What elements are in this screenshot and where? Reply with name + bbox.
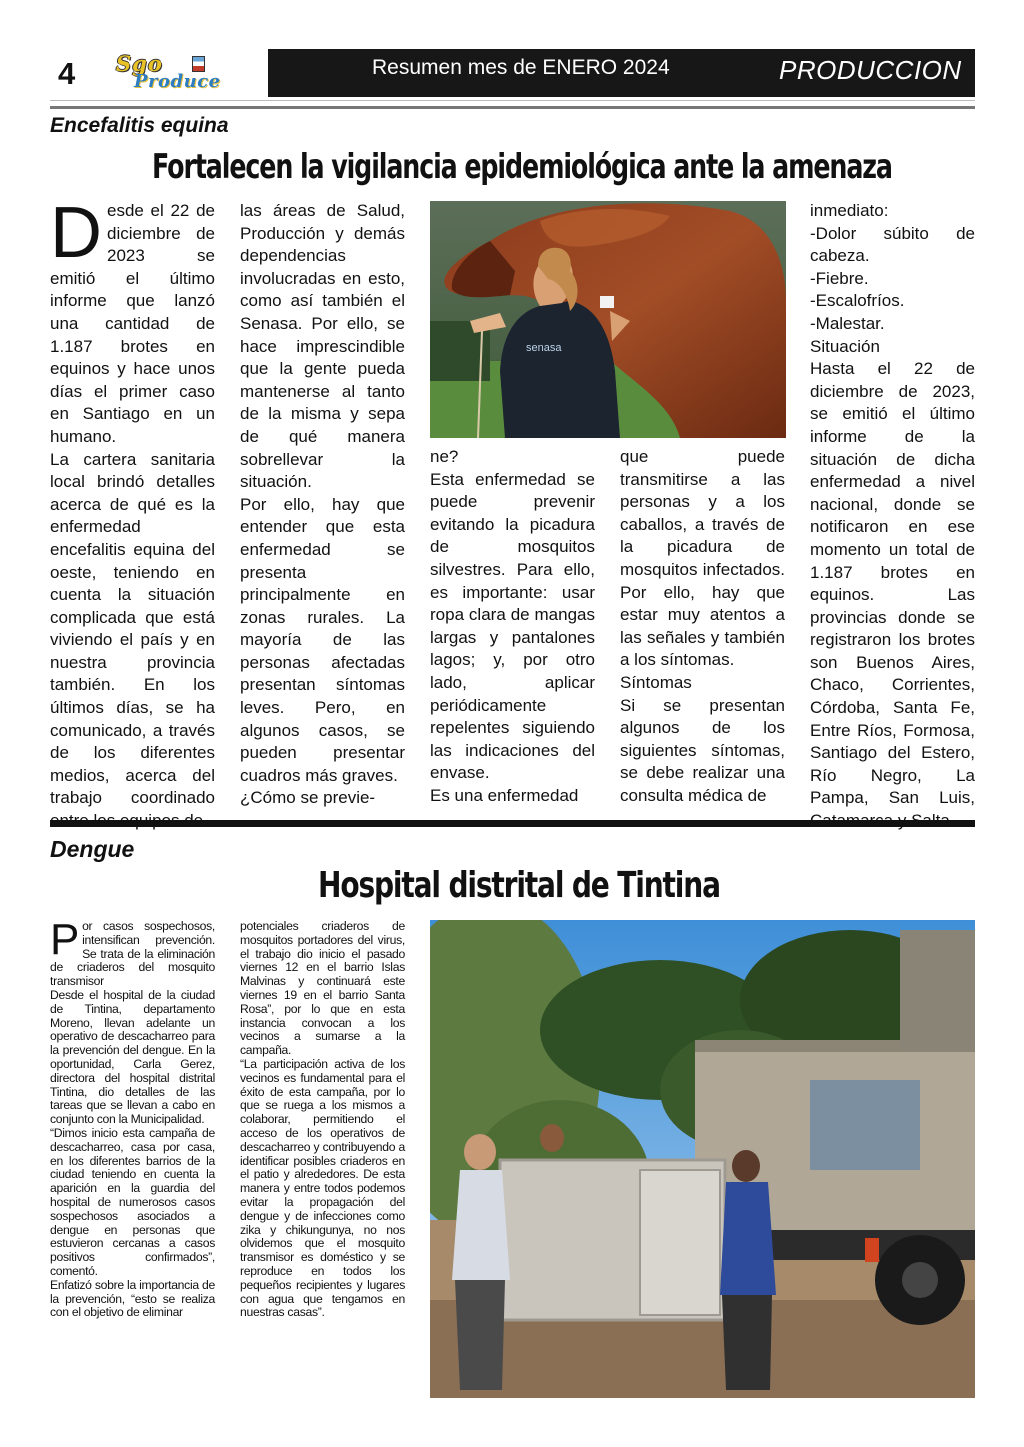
page-number: 4 [58,56,76,91]
paragraph: Esta enfermedad se puede prevenir evitando la picadura de mosquitos silvestres. Para ello, es importante: usar ropa clara de mangas largas y pantalones lagos; y, por otro lado, aplicar periódicamente repelentes siguiendo las indicaciones del envase. [430,469,595,783]
logo-top-text: Sgo [116,51,163,76]
list-item: -Malestar. [810,313,885,333]
article1-column-5 [810,200,975,833]
article1-column-1 [50,193,215,833]
paragraph: las áreas de Salud, Producción y demás dependencias involucradas en esto, como así también el Senasa. Por ello, se hace imprescindible que la gente pueda mantenerse al tanto de la misma y sepa de qué manera sobrellevar la situación. [240,201,405,492]
paragraph: que puede transmitirse a las personas y a los caballos, a través de la picadura de mosquitos infectados. Por ello, hay que estar muy atentos a las señales y también a los síntomas. [620,447,785,670]
article1-kicker: Encefalitis equina [50,114,229,137]
paragraph: Hasta el 22 de diciembre de 2023, se emitió el último informe de la situación de dicha enfermedad a nivel nacional, donde se notificaron en ese momento un total de 1.187 brotes en equinos. Las provincias donde se registraron los brotes son Buenos Aires, Chaco, Corrientes, Córdoba, Santa Fe, Entre Ríos, Formosa, Santiago del Estero, Río Negro, La Pampa, San Luis, [810,359,975,808]
paragraph: Desde el hospital de la ciudad de Tintina, departamento Moreno, llevan adelante un operativo de descacharreo para la prevención del dengue. En la oportunidad, Carla Gerez, directora del hospital distrital Tintina, dio detalles de las tareas que se llevan a cabo en conjunto con la Municipalidad. [50,987,215,1127]
subheading: Síntomas [620,672,692,692]
horse-senasa-photo [430,201,786,438]
article2-kicker: Dengue [50,836,135,862]
paragraph: “La participación activa de los vecinos es fundamental para el éxito de esta campaña, por lo que se ruega a los mismos a colaborar, permitiendo el acceso de los operativos de descacharreo y contribuyendo a identificar posibles criaderos en el patio y alrededores. De esta manera y entre todos podemos evitar la propagación del dengue y de infecciones como zika y chikungunya, no nos olvidemos que el mosquito transmisor es doméstico y se reproduce en todos los pequeños recipientes y lugares con agua que tengamos en nuestras casas”. [240,1056,405,1320]
paragraph: potenciales criaderos de mosquitos portadores del virus, el trabajo dio inicio el pasado viernes 12 en el barrio Islas Malvinas y continuará este viernes 19 en el barrio Santa Rosa”, por lo que en esta instancia convocan a los vecinos a sumarse a la campaña. [240,919,405,1058]
header-rule [50,106,975,109]
paragraph: or casos sospechosos, intensifican prevención. Se trata de la eliminación de criaderos del mosquito transmisor [50,919,215,989]
vest-logo-text: senasa [526,342,562,354]
article2-dropcap: P [50,915,80,964]
article2-column-1 [50,915,215,1320]
logo-bottom-text: Produce [134,71,221,92]
article1-column-2 [240,200,405,810]
flag-icon [192,56,205,72]
paragraph: ne? [430,447,459,466]
paragraph: Por ello, hay que entender que esta enfermedad se presenta principalmente en zonas rurales. La mayoría de las personas afectadas presentan síntomas leves. Pero, en algunos casos, se pueden presentar cuadros más graves. [240,494,405,785]
sgo-produce-logo [104,51,266,95]
list-item: -Dolor súbito de cabeza. [810,223,975,266]
descacharreo-truck-photo [430,920,975,1398]
section-divider [50,820,975,827]
article1-headline: Fortalecen la vigilancia epidemiológica ante la amenaza [152,147,892,187]
list-item: -Fiebre. [810,268,869,288]
issue-summary: Resumen mes de ENERO 2024 [372,56,670,79]
header-rule-thin [50,100,975,101]
article1-dropcap: D [50,193,102,273]
article2-headline: Hospital distrital de Tintina [318,865,720,906]
subheading: Situación [810,336,880,356]
list-item: -Escalofríos. [810,291,905,311]
article2-column-2 [240,920,405,1320]
paragraph: La cartera sanitaria local brindó detalles acerca de qué es la enfermedad encefalitis equina del oeste, teniendo en cuenta la situación complicada que está viviendo el país y en nuestra provincia también. En los últimos días, se ha comunicado, a través de los diferentes medios, acerca del trabajo coordinado [50,449,215,808]
article1-column-4 [620,446,785,808]
section-label: PRODUCCION [779,55,962,85]
paragraph: “Dimos inicio esta campaña de descacharreo, casa por casa, en los diferentes barrios de la ciudad teniendo en cuenta la aparición en la guardia del hospital de numerosos casos sospechosos asociados a dengue en personas que estuvieron cercanas a casos positivos confirmados”, comentó. [50,1125,215,1278]
paragraph: ¿Cómo se previe- [240,788,376,808]
article1-column-3 [430,446,595,808]
paragraph: Si se presentan algunos de los siguientes síntomas, se debe realizar una consulta médica de [620,695,785,805]
paragraph: esde el 22 de diciembre de 2023 se emitió el último informe que lanzó una cantidad de 1.187 brotes en equinos y hace unos días el primer caso en Santiago en un humano. [50,201,215,446]
paragraph: inmediato: [810,201,889,220]
paragraph: Enfatizó sobre la importancia de la prevención, “esto se realiza con el objetivo de eliminar [50,1277,215,1320]
paragraph: Es una enfermedad [430,785,579,805]
